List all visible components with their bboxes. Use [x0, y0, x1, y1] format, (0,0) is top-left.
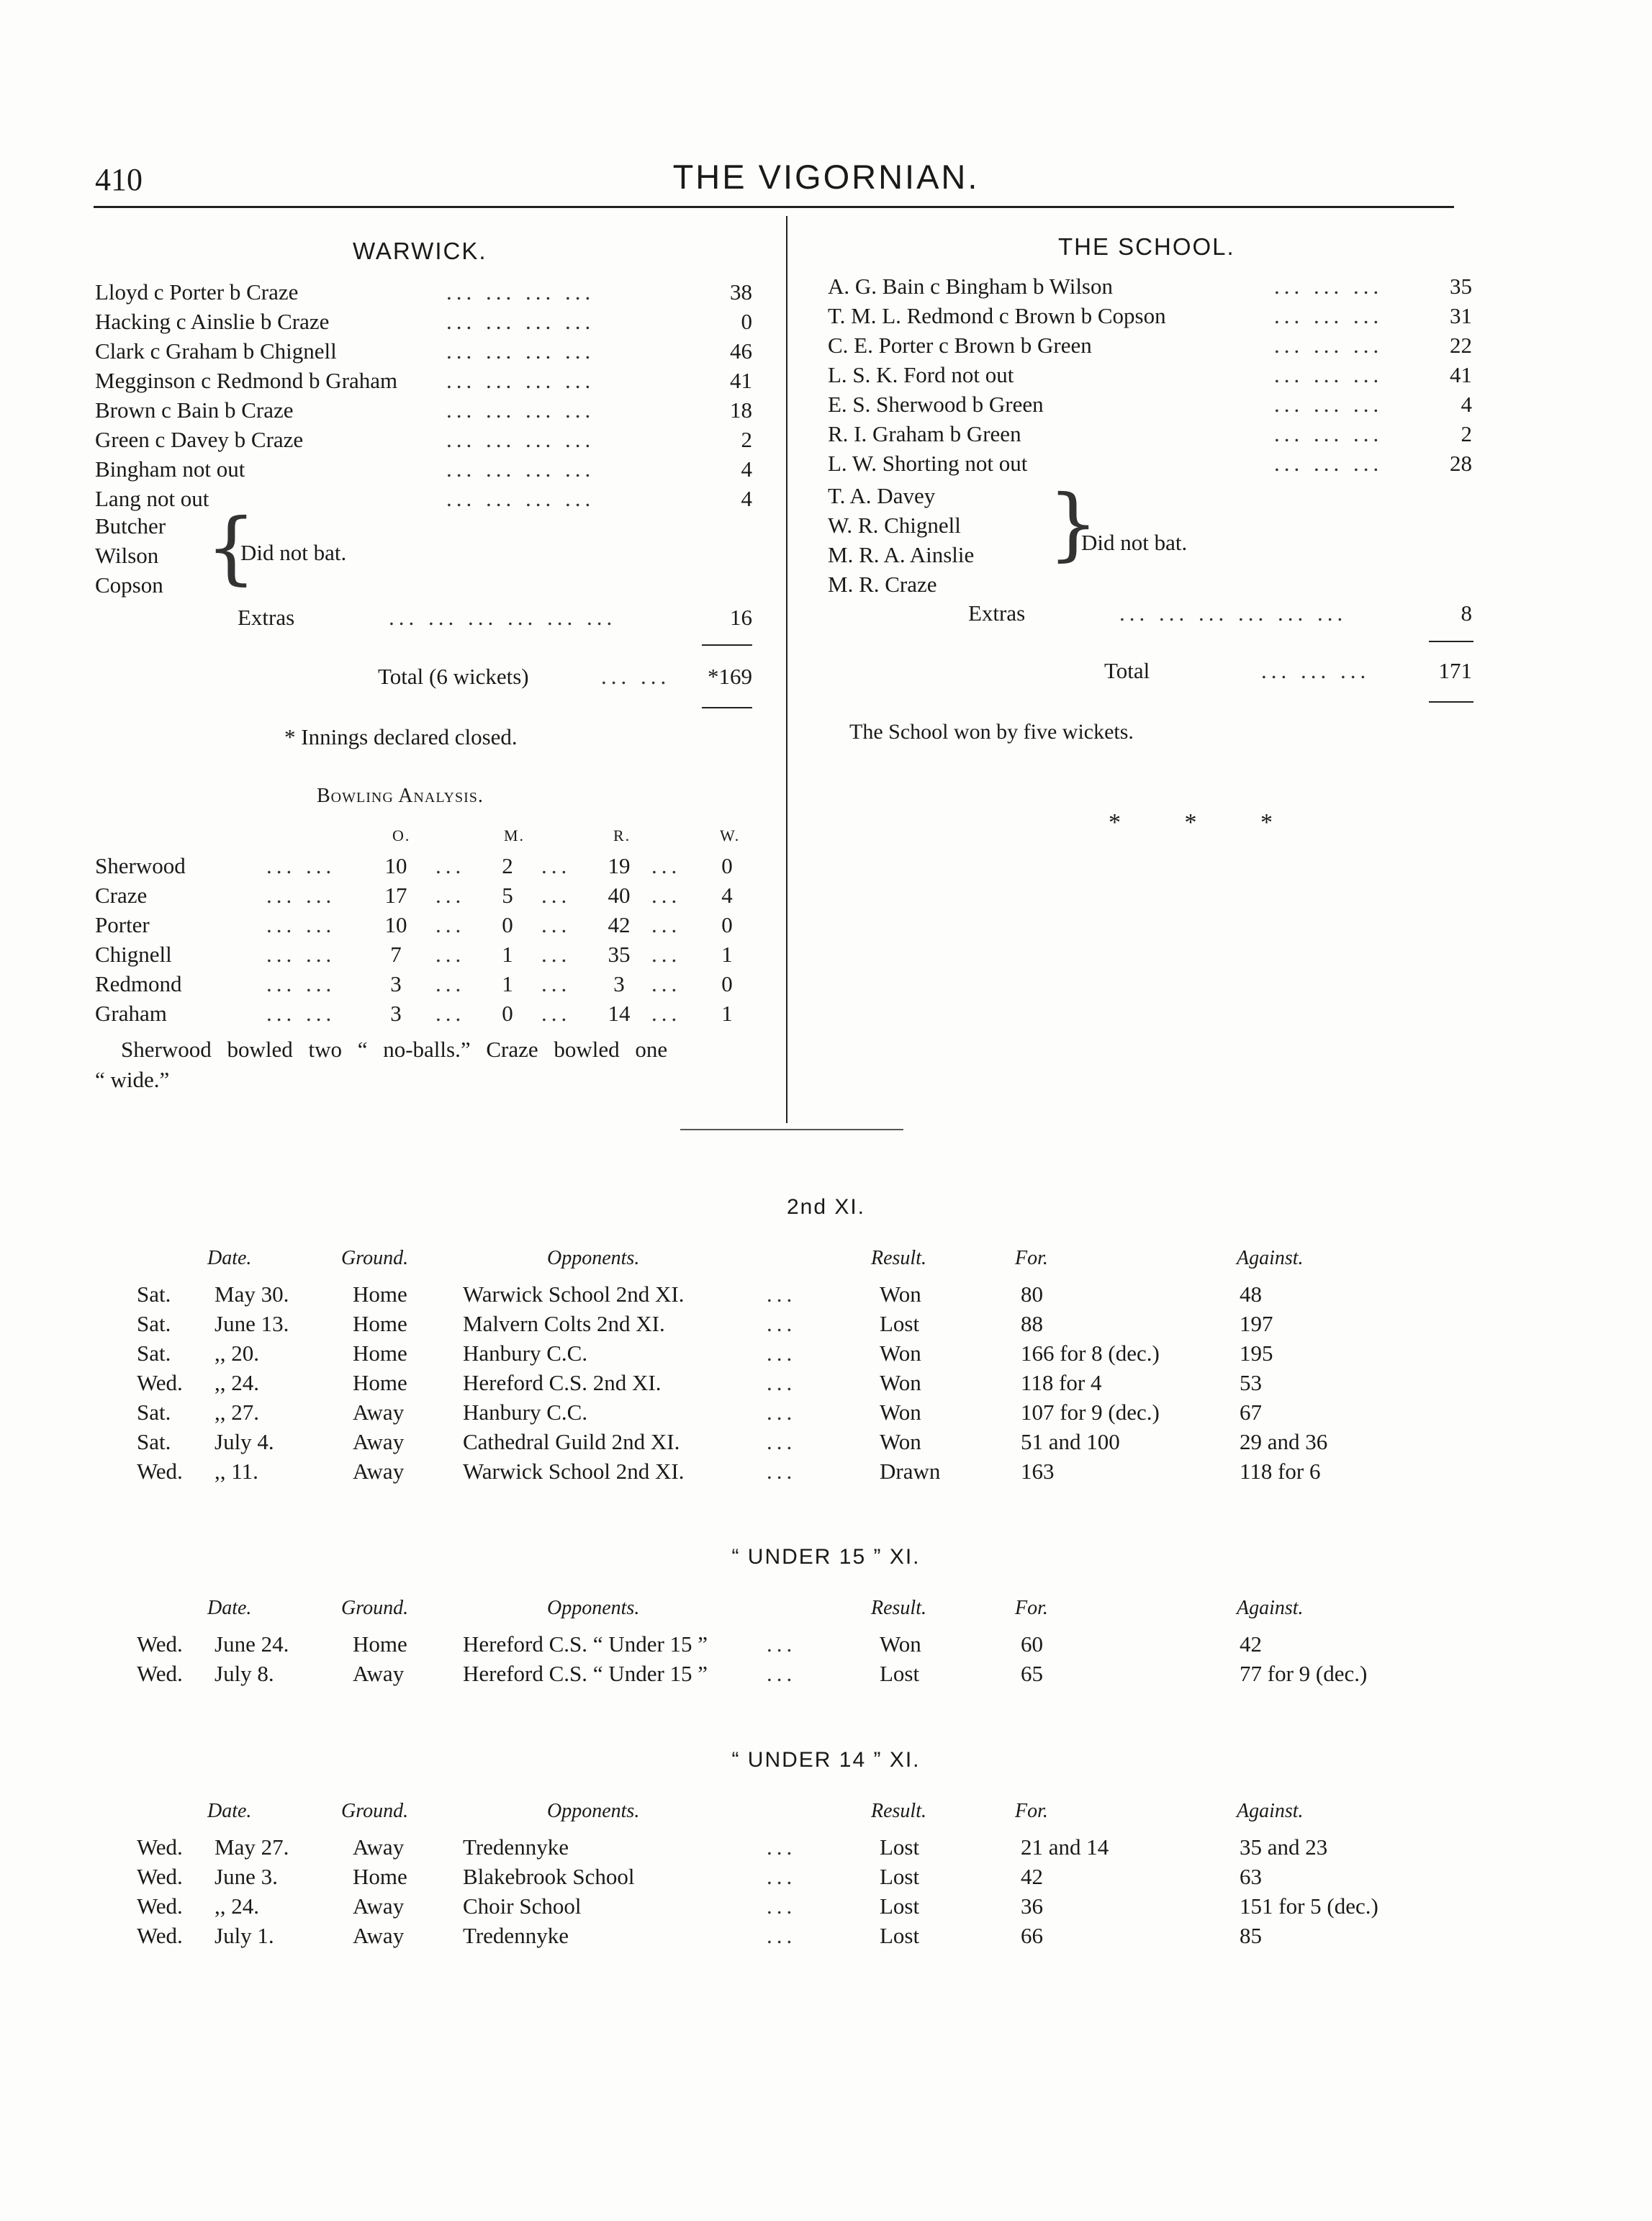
fixture-against: 42 — [1240, 1631, 1262, 1657]
header-date: Date. — [207, 1597, 252, 1619]
warwick-total-rule — [702, 707, 752, 708]
fixture-day: Sat. — [137, 1429, 171, 1454]
bowler-runs: 19 — [608, 853, 631, 878]
column-divider — [786, 216, 787, 1123]
warwick-dnb-3: Copson — [95, 572, 163, 598]
school-total-dots: ... ... ... — [1261, 658, 1371, 683]
fixture-date: June 24. — [215, 1631, 289, 1657]
fixture-ground: Away — [353, 1429, 405, 1454]
leader-dots: ... — [767, 1864, 797, 1889]
batsman-name: L. S. K. Ford not out — [828, 362, 1014, 387]
header-for: For. — [1015, 1247, 1048, 1269]
fixture-for: 65 — [1021, 1661, 1043, 1686]
header-opponents: Opponents. — [547, 1247, 640, 1269]
fixture-table-title: 2nd XI. — [786, 1195, 866, 1219]
school-total: 171 — [1438, 658, 1472, 683]
warwick-footnote: * Innings declared closed. — [284, 724, 518, 749]
fixture-against: 118 for 6 — [1240, 1459, 1321, 1484]
batsman-runs: 38 — [730, 279, 752, 305]
bowling-note-line2: “ wide.” — [95, 1067, 170, 1092]
batsman-name: Brown c Bain b Craze — [95, 397, 294, 423]
bowler-runs: 42 — [608, 912, 631, 937]
leader-dots: ... — [651, 883, 682, 908]
school-did-not-bat-label: Did not bat. — [1081, 530, 1188, 555]
bowling-title: Bowling Analysis. — [317, 785, 484, 807]
header-ground: Ground. — [341, 1247, 409, 1269]
leader-dots: ... ... — [266, 853, 336, 878]
fixture-opponents: Tredennyke — [463, 1834, 569, 1860]
fixture-against: 63 — [1240, 1864, 1262, 1889]
bowling-note-line1: Sherwood bowled two “ no-balls.” Craze bowled one — [121, 1037, 668, 1062]
leader-dots: ... ... ... ... — [446, 427, 595, 452]
header-opponents: Opponents. — [547, 1800, 640, 1822]
leader-dots: ... — [651, 942, 682, 967]
leader-dots: ... — [767, 1923, 797, 1948]
fixture-for: 60 — [1021, 1631, 1043, 1657]
fixture-opponents: Hereford C.S. “ Under 15 ” — [463, 1631, 708, 1657]
fixture-result: Drawn — [880, 1459, 941, 1484]
batsman-name: Megginson c Redmond b Graham — [95, 368, 398, 393]
leader-dots: ... — [541, 971, 572, 996]
fixture-opponents: Malvern Colts 2nd XI. — [463, 1311, 665, 1336]
school-extras-rule — [1429, 641, 1473, 642]
fixture-table-title: “ UNDER 15 ” XI. — [731, 1545, 921, 1569]
fixture-against: 151 for 5 (dec.) — [1240, 1893, 1378, 1919]
warwick-total-dots: ... ... — [601, 664, 671, 689]
fixture-ground: Home — [353, 1631, 407, 1657]
batsman-name: Hacking c Ainslie b Craze — [95, 309, 330, 334]
fixture-opponents: Cathedral Guild 2nd XI. — [463, 1429, 680, 1454]
batsman-runs: 41 — [730, 368, 752, 393]
fixture-day: Wed. — [137, 1631, 183, 1657]
batsman-runs: 2 — [741, 427, 752, 452]
fixture-date: June 3. — [215, 1864, 278, 1889]
leader-dots: ... — [435, 1001, 466, 1026]
leader-dots: ... — [767, 1631, 797, 1657]
fixture-date: ,, 11. — [215, 1459, 258, 1484]
leader-dots: ... — [541, 853, 572, 878]
leader-dots: ... ... ... — [1274, 303, 1384, 328]
school-title: THE SCHOOL. — [1058, 233, 1235, 260]
section-stars: * * * — [1109, 809, 1301, 836]
header-date: Date. — [207, 1247, 252, 1269]
fixture-for: 107 for 9 (dec.) — [1021, 1400, 1160, 1425]
leader-dots: ... ... — [266, 971, 336, 996]
leader-dots: ... — [651, 971, 682, 996]
school-result: The School won by five wickets. — [849, 720, 1134, 744]
batsman-runs: 2 — [1461, 421, 1472, 446]
fixture-against: 85 — [1240, 1923, 1262, 1948]
leader-dots: ... ... — [266, 1001, 336, 1026]
fixture-day: Wed. — [137, 1923, 183, 1948]
fixture-for: 118 for 4 — [1021, 1370, 1102, 1395]
fixture-result: Won — [880, 1370, 921, 1395]
fixture-ground: Away — [353, 1459, 405, 1484]
fixture-ground: Home — [353, 1864, 407, 1889]
header-result: Result. — [871, 1800, 926, 1822]
warwick-extras-rule — [702, 644, 752, 646]
fixture-date: June 13. — [215, 1311, 289, 1336]
bowler-runs: 3 — [613, 971, 625, 996]
batsman-name: L. W. Shorting not out — [828, 451, 1028, 476]
warwick-extras-label: Extras — [238, 605, 295, 630]
bowler-runs: 40 — [608, 883, 631, 908]
batsman-runs: 41 — [1450, 362, 1472, 387]
school-did-not-bat-list — [828, 481, 974, 599]
fixture-opponents: Blakebrook School — [463, 1864, 635, 1889]
header-for: For. — [1015, 1800, 1048, 1822]
bowler-overs: 3 — [390, 1001, 402, 1026]
bowler-name: Redmond — [95, 971, 182, 996]
fixture-day: Sat. — [137, 1341, 171, 1366]
warwick-total-label: Total (6 wickets) — [378, 664, 529, 689]
leader-dots: ... — [651, 912, 682, 937]
header-rule — [94, 206, 1454, 208]
leader-dots: ... ... ... — [1274, 333, 1384, 358]
bowler-overs: 7 — [390, 942, 402, 967]
fixture-for: 42 — [1021, 1864, 1043, 1889]
fixture-result: Lost — [880, 1893, 920, 1919]
fixture-opponents: Hereford C.S. “ Under 15 ” — [463, 1661, 708, 1686]
fixture-date: May 30. — [215, 1281, 289, 1307]
header-against: Against. — [1237, 1800, 1304, 1822]
batsman-runs: 4 — [741, 486, 752, 511]
fixture-day: Wed. — [137, 1459, 183, 1484]
fixture-ground: Away — [353, 1893, 405, 1919]
leader-dots: ... — [767, 1311, 797, 1336]
batsman-runs: 35 — [1450, 274, 1472, 299]
fixture-ground: Home — [353, 1370, 407, 1395]
batsman-name: E. S. Sherwood b Green — [828, 392, 1044, 417]
fixture-day: Wed. — [137, 1661, 183, 1686]
batsman-name: R. I. Graham b Green — [828, 421, 1021, 446]
fixture-result: Lost — [880, 1311, 920, 1336]
bowler-name: Craze — [95, 883, 148, 908]
warwick-brace: { — [206, 501, 256, 593]
batsman-name: Clark c Graham b Chignell — [95, 338, 337, 364]
fixture-day: Wed. — [137, 1834, 183, 1860]
batsman-runs: 4 — [1461, 392, 1472, 417]
header-for: For. — [1015, 1597, 1048, 1619]
school-dnb-2: W. R. Chignell — [828, 513, 961, 538]
leader-dots: ... ... ... ... — [446, 279, 595, 305]
batsman-name: A. G. Bain c Bingham b Wilson — [828, 274, 1113, 299]
leader-dots: ... — [767, 1834, 797, 1860]
leader-dots: ... — [767, 1341, 797, 1366]
header-result: Result. — [871, 1597, 926, 1619]
fixture-result: Won — [880, 1631, 921, 1657]
fixture-day: Wed. — [137, 1370, 183, 1395]
leader-dots: ... — [767, 1893, 797, 1919]
fixture-opponents: Hanbury C.C. — [463, 1400, 588, 1425]
fixture-result: Won — [880, 1429, 921, 1454]
leader-dots: ... — [541, 1001, 572, 1026]
bowling-header-r: R. — [613, 826, 631, 844]
fixture-date: ,, 24. — [215, 1370, 259, 1395]
bowler-runs: 35 — [608, 942, 631, 967]
fixture-against: 195 — [1240, 1341, 1273, 1366]
leader-dots: ... ... ... — [1274, 362, 1384, 387]
school-total-label: Total — [1104, 658, 1150, 683]
fixture-date: ,, 20. — [215, 1341, 259, 1366]
header-result: Result. — [871, 1247, 926, 1269]
bowler-maidens: 5 — [502, 883, 513, 908]
leader-dots: ... ... ... — [1274, 421, 1384, 446]
batsman-runs: 4 — [741, 456, 752, 482]
batsman-name: T. M. L. Redmond c Brown b Copson — [828, 303, 1166, 328]
leader-dots: ... — [541, 883, 572, 908]
fixture-day: Wed. — [137, 1893, 183, 1919]
fixture-date: July 8. — [215, 1661, 274, 1686]
fixture-date: July 1. — [215, 1923, 274, 1948]
bowling-header-o: O. — [392, 826, 411, 844]
school-extras-label: Extras — [968, 600, 1026, 626]
bowler-wickets: 4 — [721, 883, 733, 908]
fixture-opponents: Hanbury C.C. — [463, 1341, 588, 1366]
batsman-name: Lang not out — [95, 486, 209, 511]
bowler-maidens: 1 — [502, 971, 513, 996]
leader-dots: ... — [767, 1429, 797, 1454]
school-dnb-3: M. R. A. Ainslie — [828, 542, 975, 567]
warwick-dnb-2: Wilson — [95, 543, 159, 568]
fixture-result: Lost — [880, 1923, 920, 1948]
leader-dots: ... — [541, 912, 572, 937]
fixture-day: Sat. — [137, 1400, 171, 1425]
fixture-ground: Home — [353, 1281, 407, 1307]
leader-dots: ... — [651, 1001, 682, 1026]
fixture-ground: Away — [353, 1834, 405, 1860]
batsman-runs: 22 — [1450, 333, 1472, 358]
leader-dots: ... ... ... ... — [446, 368, 595, 393]
bowler-overs: 3 — [390, 971, 402, 996]
leader-dots: ... — [435, 853, 466, 878]
fixture-date: July 4. — [215, 1429, 274, 1454]
fixture-ground: Home — [353, 1341, 407, 1366]
fixture-against: 77 for 9 (dec.) — [1240, 1661, 1368, 1686]
fixture-for: 80 — [1021, 1281, 1043, 1307]
leader-dots: ... — [435, 971, 466, 996]
fixture-result: Lost — [880, 1834, 920, 1860]
bowling-header-m: M. — [504, 826, 525, 844]
bowler-name: Chignell — [95, 942, 172, 967]
leader-dots: ... — [767, 1400, 797, 1425]
fixture-ground: Away — [353, 1400, 405, 1425]
fixture-for: 66 — [1021, 1923, 1043, 1948]
bowler-name: Sherwood — [95, 853, 186, 878]
leader-dots: ... ... — [266, 883, 336, 908]
header-against: Against. — [1237, 1247, 1304, 1269]
fixture-for: 36 — [1021, 1893, 1043, 1919]
leader-dots: ... ... ... — [1274, 392, 1384, 417]
school-brace: } — [1048, 477, 1098, 569]
bowler-maidens: 2 — [502, 853, 513, 878]
page-number: 410 — [95, 162, 143, 197]
fixture-against: 48 — [1240, 1281, 1262, 1307]
fixture-table-title: “ UNDER 14 ” XI. — [731, 1748, 921, 1772]
leader-dots: ... — [435, 942, 466, 967]
leader-dots: ... ... ... ... — [446, 338, 595, 364]
fixture-opponents: Warwick School 2nd XI. — [463, 1459, 685, 1484]
warwick-extras-dots: ... ... ... ... ... ... — [389, 605, 617, 630]
leader-dots: ... — [651, 853, 682, 878]
fixture-ground: Away — [353, 1923, 405, 1948]
fixture-result: Won — [880, 1341, 921, 1366]
fixture-day: Sat. — [137, 1311, 171, 1336]
bowling-header-w: W. — [720, 826, 741, 844]
fixture-result: Lost — [880, 1864, 920, 1889]
fixture-opponents: Choir School — [463, 1893, 582, 1919]
journal-title: THE VIGORNIAN. — [672, 158, 980, 196]
school-dnb-1: T. A. Davey — [828, 483, 936, 508]
fixture-date: ,, 24. — [215, 1893, 259, 1919]
bowler-wickets: 0 — [721, 912, 733, 937]
fixture-day: Sat. — [137, 1281, 171, 1307]
fixture-for: 163 — [1021, 1459, 1055, 1484]
section-divider — [680, 1129, 903, 1130]
fixture-opponents: Hereford C.S. 2nd XI. — [463, 1370, 662, 1395]
bowler-wickets: 1 — [721, 942, 733, 967]
header-ground: Ground. — [341, 1597, 409, 1619]
leader-dots: ... ... — [266, 942, 336, 967]
leader-dots: ... ... ... ... — [446, 486, 595, 511]
fixture-for: 166 for 8 (dec.) — [1021, 1341, 1160, 1366]
leader-dots: ... — [435, 912, 466, 937]
fixture-date: May 27. — [215, 1834, 289, 1860]
fixture-result: Won — [880, 1281, 921, 1307]
fixture-ground: Home — [353, 1311, 407, 1336]
warwick-dnb-1: Butcher — [95, 513, 166, 539]
leader-dots: ... ... ... ... — [446, 397, 595, 423]
batsman-runs: 0 — [741, 309, 752, 334]
warwick-total: *169 — [708, 664, 752, 689]
bowler-maidens: 0 — [502, 1001, 513, 1026]
bowler-overs: 10 — [384, 853, 407, 878]
fixture-for: 88 — [1021, 1311, 1043, 1336]
warwick-title: WARWICK. — [353, 238, 487, 264]
batsman-runs: 18 — [730, 397, 752, 423]
bowler-overs: 10 — [384, 912, 407, 937]
fixture-against: 53 — [1240, 1370, 1262, 1395]
bowler-wickets: 1 — [721, 1001, 733, 1026]
school-extras-dots: ... ... ... ... ... ... — [1119, 600, 1348, 626]
warwick-extras: 16 — [730, 605, 752, 630]
fixture-against: 197 — [1240, 1311, 1273, 1336]
fixture-opponents: Tredennyke — [463, 1923, 569, 1948]
fixture-result: Lost — [880, 1661, 920, 1686]
fixture-result: Won — [880, 1400, 921, 1425]
leader-dots: ... ... ... — [1274, 274, 1384, 299]
bowler-name: Graham — [95, 1001, 167, 1026]
school-dnb-4: M. R. Craze — [828, 572, 937, 597]
leader-dots: ... — [767, 1281, 797, 1307]
header-ground: Ground. — [341, 1800, 409, 1822]
bowler-maidens: 0 — [502, 912, 513, 937]
batsman-name: Bingham not out — [95, 456, 245, 482]
bowler-name: Porter — [95, 912, 150, 937]
school-total-rule — [1429, 701, 1473, 703]
batsman-runs: 28 — [1450, 451, 1472, 476]
leader-dots: ... — [541, 942, 572, 967]
fixture-against: 29 and 36 — [1240, 1429, 1328, 1454]
header-opponents: Opponents. — [547, 1597, 640, 1619]
bowler-overs: 17 — [384, 883, 407, 908]
batsman-name: C. E. Porter c Brown b Green — [828, 333, 1092, 358]
fixture-against: 35 and 23 — [1240, 1834, 1328, 1860]
warwick-did-not-bat-label: Did not bat. — [240, 540, 347, 565]
header-against: Against. — [1237, 1597, 1304, 1619]
leader-dots: ... — [435, 883, 466, 908]
fixture-against: 67 — [1240, 1400, 1262, 1425]
leader-dots: ... ... ... ... — [446, 456, 595, 482]
fixture-for: 51 and 100 — [1021, 1429, 1120, 1454]
batsman-name: Lloyd c Porter b Craze — [95, 279, 299, 305]
bowler-wickets: 0 — [721, 971, 733, 996]
bowler-maidens: 1 — [502, 942, 513, 967]
fixture-for: 21 and 14 — [1021, 1834, 1109, 1860]
batsman-runs: 31 — [1450, 303, 1472, 328]
leader-dots: ... — [767, 1459, 797, 1484]
leader-dots: ... — [767, 1370, 797, 1395]
fixture-opponents: Warwick School 2nd XI. — [463, 1281, 685, 1307]
batsman-runs: 46 — [730, 338, 752, 364]
leader-dots: ... — [767, 1661, 797, 1686]
bowler-wickets: 0 — [721, 853, 733, 878]
school-extras: 8 — [1461, 600, 1472, 626]
leader-dots: ... ... — [266, 912, 336, 937]
fixture-day: Wed. — [137, 1864, 183, 1889]
batsman-name: Green c Davey b Craze — [95, 427, 304, 452]
fixture-ground: Away — [353, 1661, 405, 1686]
header-date: Date. — [207, 1800, 252, 1822]
leader-dots: ... ... ... ... — [446, 309, 595, 334]
warwick-did-not-bat-list — [95, 511, 166, 600]
bowler-runs: 14 — [608, 1001, 631, 1026]
fixture-date: ,, 27. — [215, 1400, 259, 1425]
leader-dots: ... ... ... — [1274, 451, 1384, 476]
